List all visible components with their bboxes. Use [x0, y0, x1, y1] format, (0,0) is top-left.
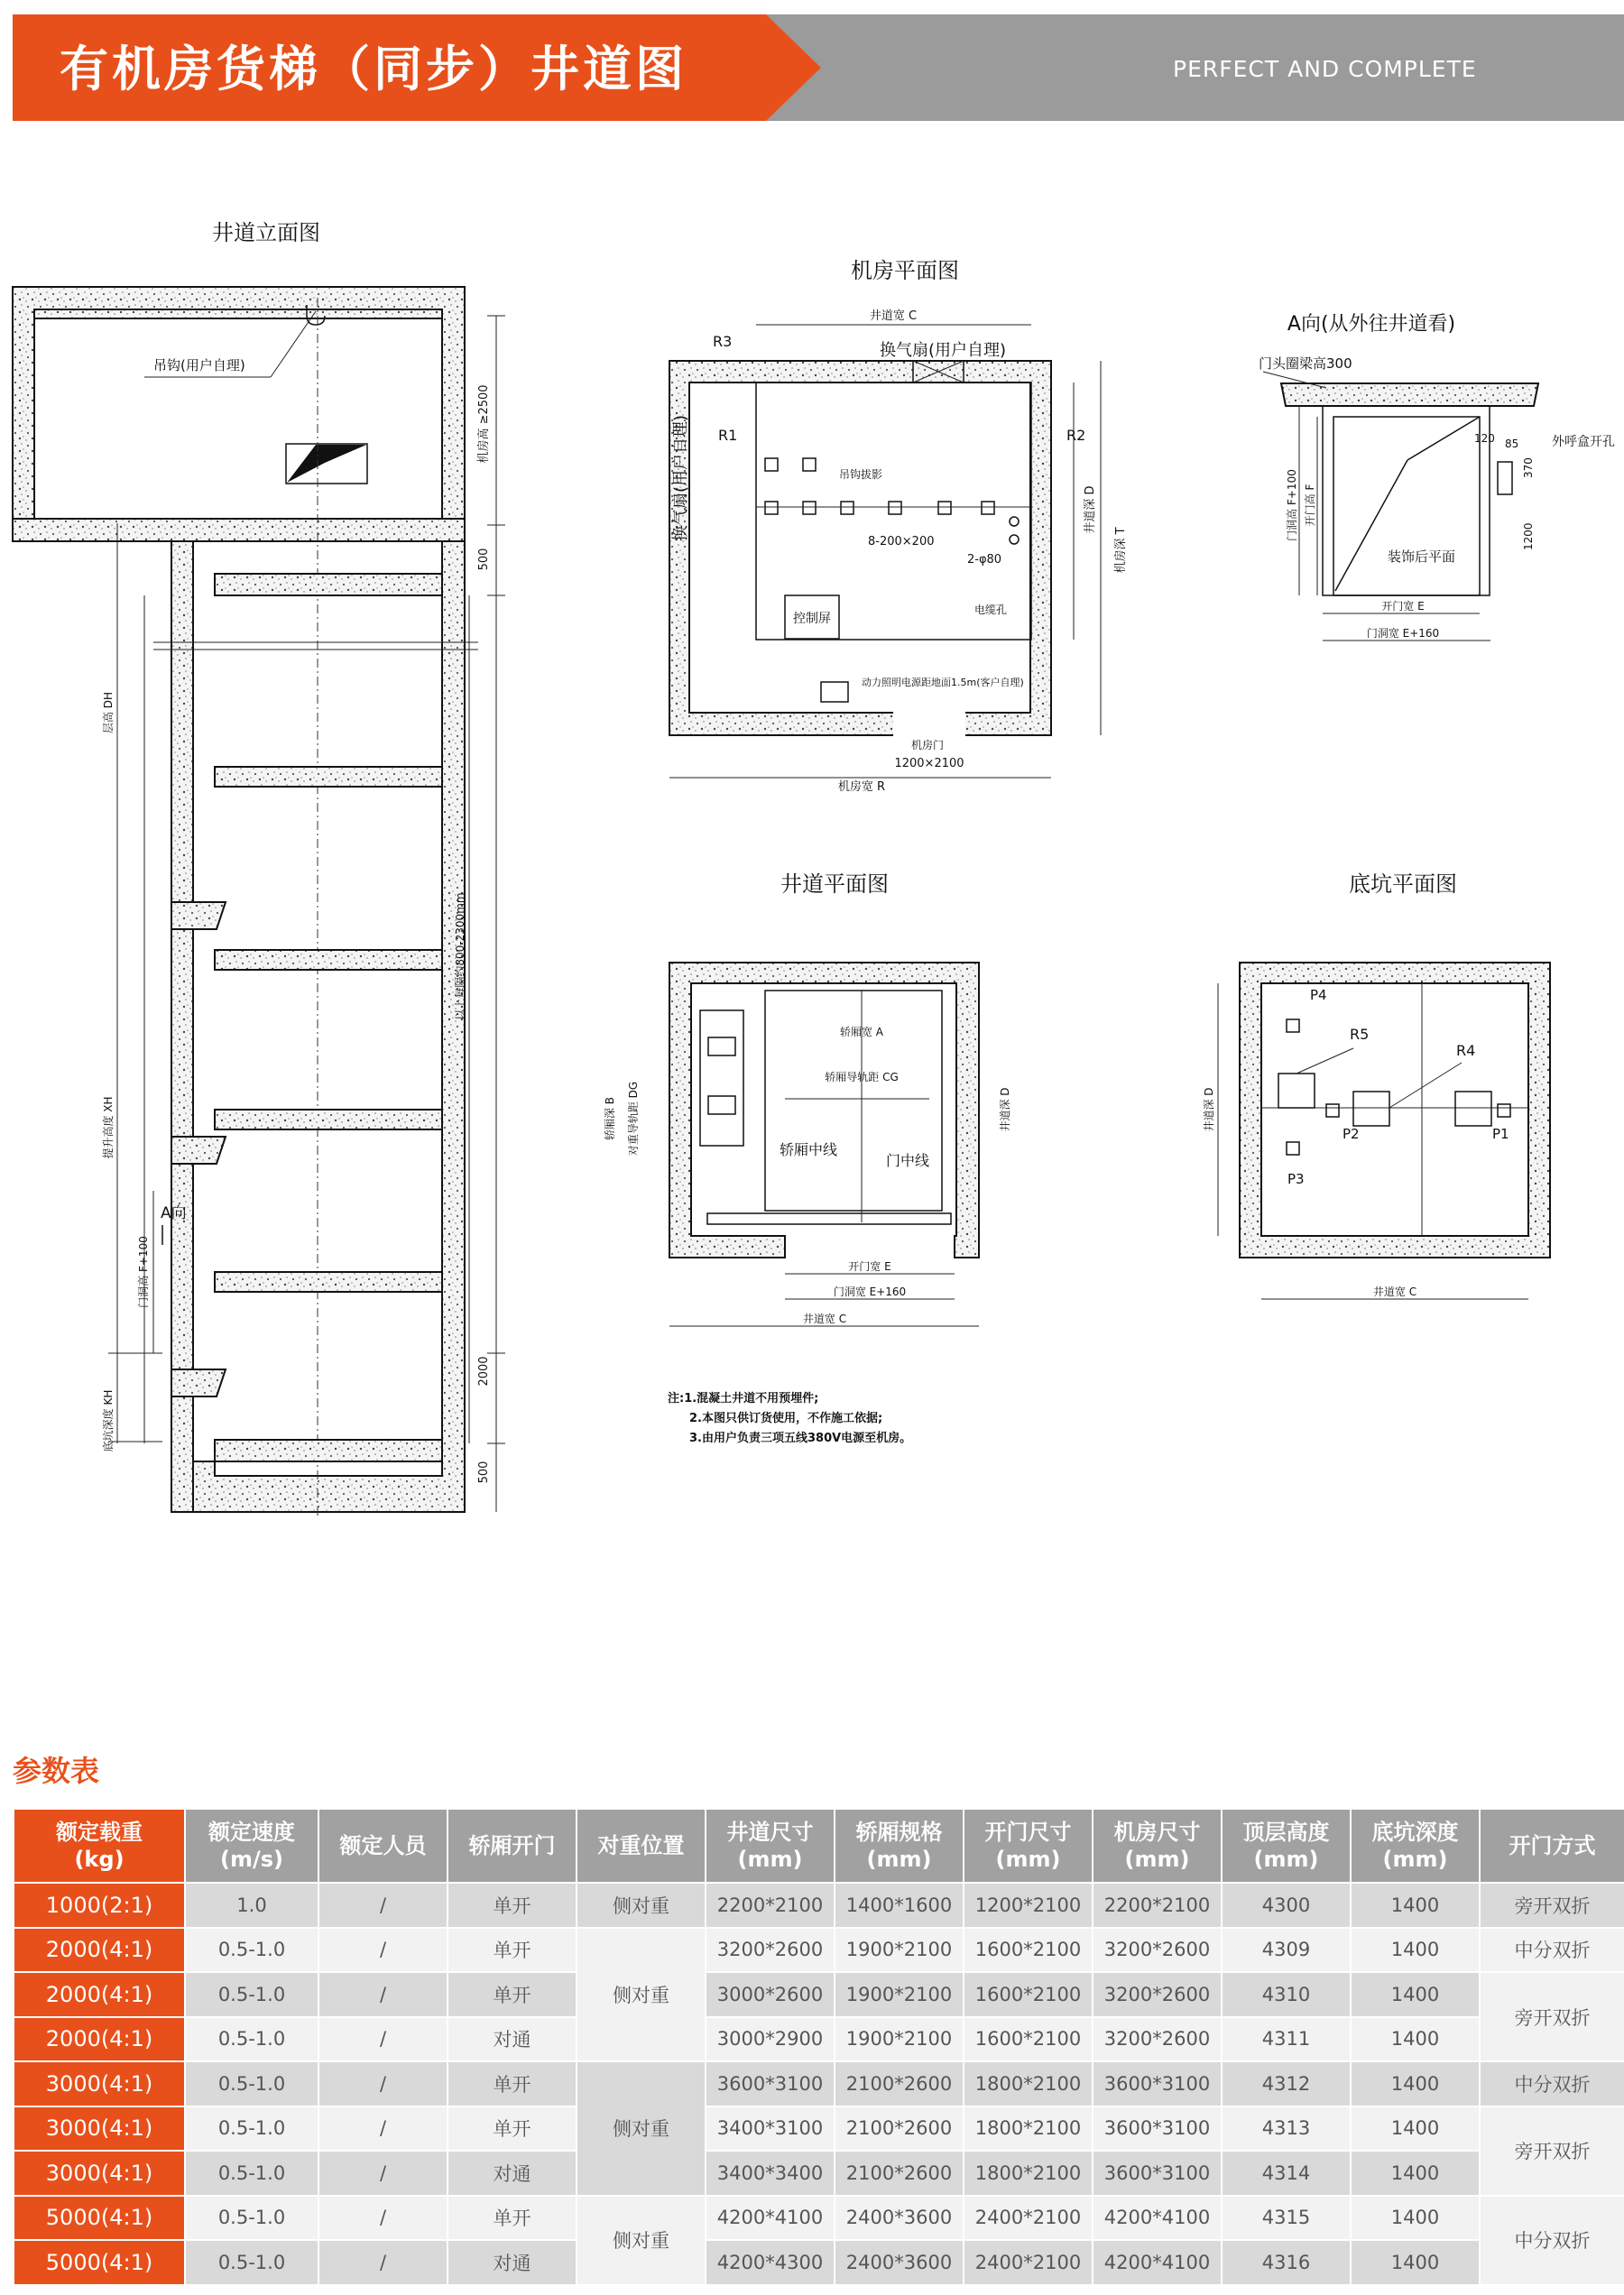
load-cell: 2000(4:1) — [14, 2017, 185, 2062]
floor-holes — [765, 458, 1019, 544]
header-cell: 额定速度 (m/s) — [185, 1809, 318, 1883]
dim-2000: 2000 — [477, 1356, 491, 1387]
door-opening-height-label: 门洞高 F+100 — [137, 1236, 150, 1308]
holes-label: 8-200×200 — [868, 535, 935, 548]
call-box-hole — [1498, 462, 1512, 494]
table-row: 3000(4:1) 0.5-1.0 / 单开 3400*3100 2100*2600 1800*2100 3600*3100 4313 1400 旁开双折 — [14, 2106, 1624, 2152]
dim-1200: 1200 — [1522, 522, 1535, 550]
floor-slab — [215, 1110, 442, 1129]
sp-shaft-width: 井道宽 C — [802, 1313, 847, 1325]
door-hole-height-label: 门洞高 F+100 — [1286, 469, 1298, 541]
pit-shaft-depth: 井道深 D — [1203, 1087, 1215, 1132]
door-frame — [1323, 406, 1490, 595]
header-cell: 井道尺寸 (mm) — [706, 1809, 835, 1883]
door-hole-width-label: 门洞宽 E+160 — [1366, 627, 1440, 640]
floor-slab — [215, 574, 442, 595]
car-center-label: 轿厢中线 — [780, 1141, 838, 1158]
pit-wall — [1240, 963, 1550, 1258]
r2-label: R2 — [1066, 427, 1086, 444]
car-depth-label: 轿厢深 B — [604, 1096, 616, 1141]
door-height-label: 开门高 F — [1304, 484, 1316, 527]
cw-rail-label: 对重导轨距 DG — [627, 1081, 640, 1157]
r1-label: R1 — [718, 427, 738, 444]
p2-label: P2 — [1343, 1126, 1360, 1142]
fan-label: 换气扇(用户自理) — [880, 341, 1007, 360]
machine-room-floor — [13, 519, 465, 541]
buffer-r5 — [1278, 1074, 1315, 1108]
table-row: 5000(4:1) 0.5-1.0 / 单开 侧对重 4200*4100 2400*3600 2400*2100 4200*4100 4315 1400 中分双折 — [14, 2196, 1624, 2241]
door-width-label: 开门宽 E — [1381, 600, 1425, 613]
dim-370: 370 — [1522, 457, 1535, 478]
load-cell: 3000(4:1) — [14, 2151, 185, 2196]
load-cell: 2000(4:1) — [14, 1972, 185, 2017]
mr-shaft-depth: 井道深 D — [1084, 485, 1097, 534]
power-box — [821, 682, 848, 702]
r5-label: R5 — [1350, 1026, 1370, 1043]
table-row: 3000(4:1) 0.5-1.0 / 单开 侧对重 3600*3100 2100*2600 1800*2100 3600*3100 4312 1400 中分双折 — [14, 2061, 1624, 2106]
car-outline — [765, 991, 942, 1211]
shaft-plan — [604, 871, 1011, 1326]
view-a-title: A向(从外往井道看) — [1287, 313, 1456, 336]
load-cell: 5000(4:1) — [14, 2240, 185, 2285]
buffer-center — [1353, 1092, 1389, 1126]
header-cell: 底坑深度 (mm) — [1351, 1809, 1480, 1883]
round-holes-label: 2-φ80 — [967, 553, 1002, 567]
p1-label: P1 — [1492, 1126, 1509, 1142]
control-panel-label: 控制屏 — [793, 612, 831, 626]
elevation-drawing — [13, 220, 505, 1516]
floor-height-label: 层高 DH — [102, 691, 115, 734]
car-width-label: 轿厢宽 A — [839, 1026, 884, 1038]
rail-bracket-label: 以上每隔约800-2300mm — [454, 892, 466, 1020]
header-cell: 轿厢规格 (mm) — [835, 1809, 964, 1883]
table-row: 5000(4:1) 0.5-1.0 / 对通 4200*4300 2400*3600 2400*2100 4200*4100 4316 1400 — [14, 2240, 1624, 2285]
shaft-wall — [13, 287, 465, 1512]
power-label: 动力照明电源距地面1.5m(客户自理) — [862, 677, 1024, 688]
load-cell: 5000(4:1) — [14, 2196, 185, 2241]
hook-label: 吊钩(用户自理) — [153, 357, 245, 373]
header-cell: 开门方式 — [1480, 1809, 1624, 1883]
load-cell: 3000(4:1) — [14, 2061, 185, 2106]
r3-label: R3 — [713, 333, 733, 350]
machine-room-plan — [669, 258, 1128, 794]
sp-door-width: 开门宽 E — [848, 1260, 891, 1273]
mr-door-label: 机房门 — [910, 739, 945, 751]
pit-shaft-width: 井道宽 C — [1372, 1286, 1417, 1298]
shaft-plan-title: 井道平面图 — [780, 871, 889, 897]
counterweight — [700, 1010, 743, 1146]
header-cell: 额定人员 — [318, 1809, 448, 1883]
pit-plan — [1202, 871, 1550, 1299]
header-cell: 轿厢开门 — [448, 1809, 577, 1883]
sill — [707, 1213, 951, 1224]
dim-500-top: 500 — [477, 548, 491, 571]
view-a-label: A向 — [161, 1204, 187, 1222]
table-row: 2000(4:1) 0.5-1.0 / 对通 3000*2900 1900*2100 1600*2100 3200*2600 4311 1400 — [14, 2017, 1624, 2062]
pit-plan-title: 底坑平面图 — [1349, 871, 1457, 897]
call-box-label: 外呼盒开孔 — [1552, 435, 1615, 449]
note-1: 注:1.混凝土井道不用预埋件; — [668, 1392, 819, 1406]
lintel-label: 门头圈梁高300 — [1259, 355, 1352, 372]
header-cell: 对重位置 — [577, 1809, 706, 1883]
p4-label: P4 — [1310, 987, 1327, 1003]
load-cell: 1000(2:1) — [14, 1883, 185, 1928]
dim-120: 120 — [1474, 432, 1495, 445]
floor-slab — [215, 1272, 442, 1292]
dim-85: 85 — [1505, 438, 1519, 450]
table-row: 1000(2:1) 1.0 / 单开 侧对重 2200*2100 1400*1600 1200*2100 2200*2100 4300 1400 旁开双折 — [14, 1883, 1624, 1928]
sp-shaft-depth: 井道深 D — [999, 1087, 1011, 1132]
parameter-table — [13, 1808, 1624, 2286]
pit-depth-label: 底坑深度 KH — [102, 1389, 115, 1452]
machine-room-ceiling — [34, 309, 442, 318]
mr-shaft-width: 井道宽 C — [869, 309, 918, 323]
fan-side-label: 换气扇(用户自理) — [671, 414, 690, 541]
travel-height-label: 提升高度 XH — [102, 1096, 115, 1159]
finish-plane-label: 装饰后平面 — [1388, 548, 1456, 565]
mr-door-size: 1200×2100 — [894, 757, 964, 770]
door-center-label: 门中线 — [886, 1152, 930, 1169]
note-2: 2.本图只供订货使用，不作施工依据; — [689, 1412, 883, 1425]
dim-500-bottom: 500 — [477, 1461, 491, 1484]
table-title: 参数表 — [13, 1754, 100, 1788]
header-cell: 机房尺寸 (mm) — [1093, 1809, 1222, 1883]
table-row: 3000(4:1) 0.5-1.0 / 对通 3400*3400 2100*2600 1800*2100 3600*3100 4314 1400 — [14, 2151, 1624, 2196]
elevation-title: 井道立面图 — [212, 220, 320, 245]
table-row: 2000(4:1) 0.5-1.0 / 单开 侧对重 3200*2600 1900*2100 1600*2100 3200*2600 4309 1400 中分双折 — [14, 1928, 1624, 1973]
mr-room-width: 机房宽 R — [837, 780, 886, 794]
machine-room-door-gap — [893, 709, 965, 738]
view-a-drawing — [1259, 313, 1615, 641]
buffer-r4 — [1455, 1092, 1491, 1126]
floor-slab — [215, 950, 442, 970]
notes — [668, 1389, 911, 1449]
note-3: 3.由用户负责三项五线380V电源至机房。 — [689, 1432, 912, 1445]
machine-room-height-label: 机房高 ≥2500 — [477, 384, 491, 464]
sp-door-hole-width: 门洞宽 E+160 — [833, 1286, 907, 1298]
hook-beam-label: 吊钩拔影 — [839, 468, 883, 481]
load-cell: 3000(4:1) — [14, 2106, 185, 2152]
table-header-row — [14, 1809, 1624, 1883]
header-cell: 额定载重 (kg) — [14, 1809, 185, 1883]
machine-room-title: 机房平面图 — [851, 258, 959, 283]
car-rail-label: 轿厢导轨距 CG — [825, 1071, 899, 1083]
header-cell: 开门尺寸 (mm) — [964, 1809, 1093, 1883]
load-cell: 2000(4:1) — [14, 1928, 185, 1973]
lintel-beam — [1281, 383, 1538, 406]
page-title: 有机房货梯（同步）井道图 — [60, 41, 687, 97]
r4-label: R4 — [1456, 1042, 1476, 1059]
floor-slab — [215, 767, 442, 787]
table-row: 2000(4:1) 0.5-1.0 / 单开 3000*2600 1900*2100 1600*2100 3200*2600 4310 1400 旁开双折 — [14, 1972, 1624, 2017]
cable-hole-label: 电缆孔 — [974, 604, 1008, 616]
mr-room-depth: 机房深 T — [1114, 527, 1128, 574]
pit-floor — [215, 1440, 442, 1461]
p3-label: P3 — [1287, 1171, 1305, 1187]
header-cell: 顶层高度 (mm) — [1222, 1809, 1351, 1883]
page-subtitle: PERFECT AND COMPLETE — [1173, 56, 1477, 82]
